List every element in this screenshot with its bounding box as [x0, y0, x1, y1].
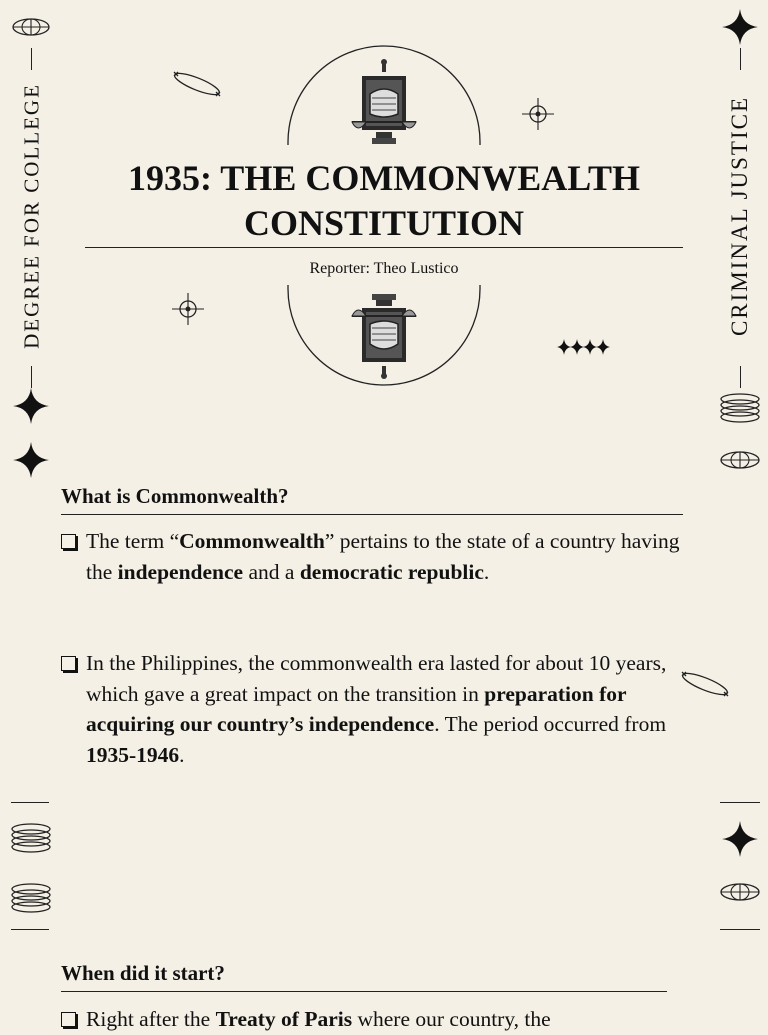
orbit-ring-icon [172, 70, 222, 98]
title-underline [85, 247, 683, 248]
sparkle-icon [722, 821, 758, 857]
bullet-paragraph [61, 648, 686, 770]
right-rule-top [720, 802, 760, 803]
page-title [84, 156, 684, 246]
left-rule-bottom [11, 929, 49, 930]
paragraph-text: The term “Commonwealth” pertains to the state of a country having the independence and a democratic republic. [86, 529, 680, 584]
sparkle-icon [13, 442, 49, 478]
left-divider-top [31, 48, 32, 70]
four-star-row-icon [557, 339, 611, 355]
sparkle-icon [13, 388, 49, 424]
globe-icon [11, 16, 51, 38]
crosshair-icon [522, 98, 554, 130]
section-rule [61, 991, 667, 992]
orbit-ring-icon [680, 670, 730, 698]
checkbox-bullet-icon [61, 1012, 76, 1027]
right-divider-bottom [740, 366, 741, 388]
left-divider-bottom [31, 366, 32, 388]
globe-icon [719, 449, 761, 471]
section-heading: When did it start? [61, 961, 225, 985]
paragraph-text: In the Philippines, the commonwealth era lasted for about 10 years, which gave a great impact on the transition in preparation for acquiring our country’s independence. The period occurred from 1935-1946. [86, 651, 667, 767]
left-side-label: DEGREE FOR COLLEGE [19, 83, 44, 349]
justice-fist-scale-icon [350, 58, 418, 146]
title-line-2: CONSTITUTION [243, 203, 525, 243]
coil-icon [719, 393, 761, 425]
coil-icon [10, 883, 52, 915]
justice-fist-scale-icon [350, 290, 418, 380]
reporter-line: Reporter: Theo Lustico [309, 260, 459, 277]
coil-icon [10, 823, 52, 855]
left-rule-top [11, 802, 49, 803]
right-divider-top [740, 48, 741, 70]
right-side-label: CRIMINAL JUSTICE [727, 95, 752, 337]
globe-icon [719, 881, 761, 903]
title-line-1: 1935: THE COMMONWEALTH [127, 158, 641, 198]
section-rule [61, 514, 683, 515]
crosshair-icon [172, 293, 204, 325]
checkbox-bullet-icon [61, 656, 76, 671]
checkbox-bullet-icon [61, 534, 76, 549]
bullet-paragraph [61, 526, 686, 587]
right-rule-bottom [720, 929, 760, 930]
sparkle-icon [722, 9, 758, 45]
paragraph-text: Right after the Treaty of Paris where our country, the [86, 1007, 551, 1031]
bullet-paragraph [61, 1004, 686, 1035]
section-heading: What is Commonwealth? [61, 484, 289, 508]
